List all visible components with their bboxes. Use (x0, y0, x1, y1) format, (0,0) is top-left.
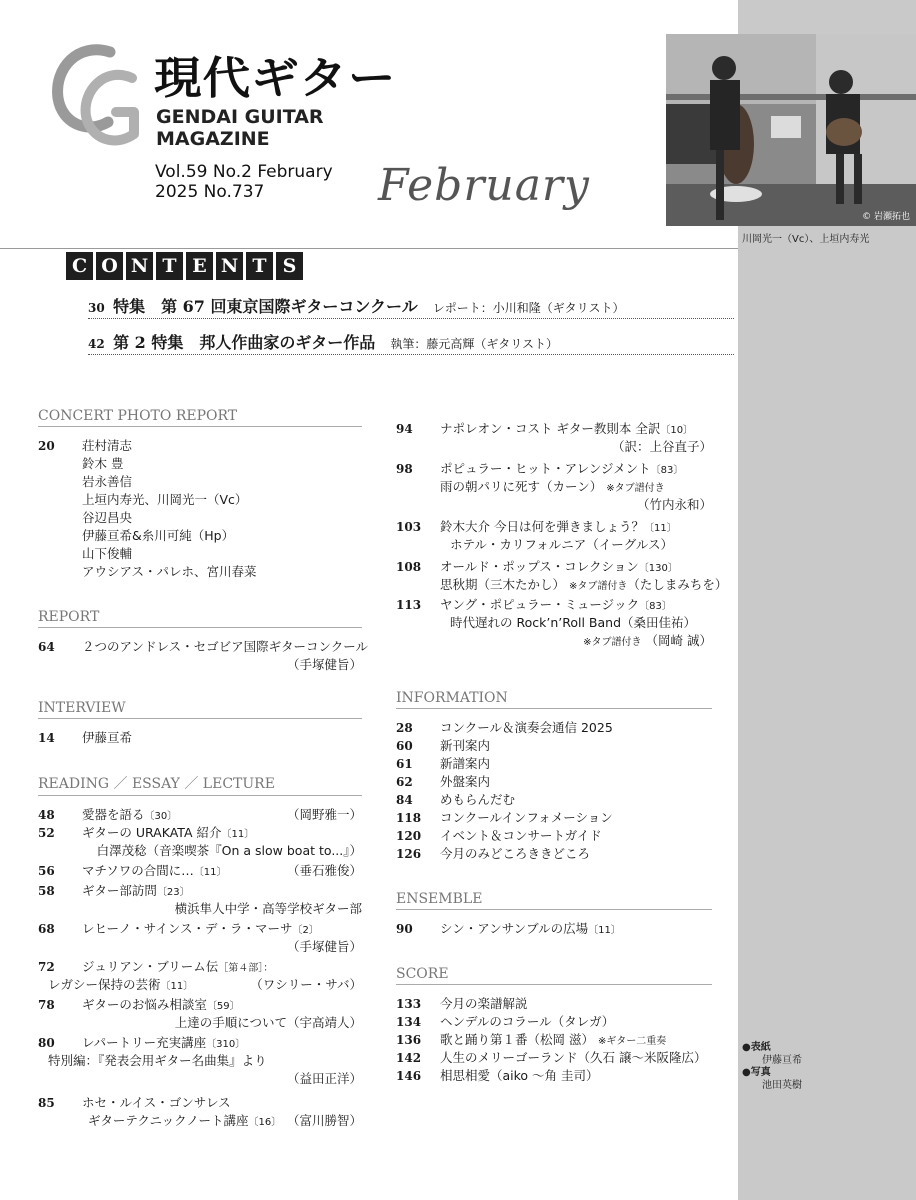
entry-page: 64 (38, 640, 55, 654)
entry-94: 94 ナポレオン・コスト ギター教則本 全訳〔10〕 (396, 421, 694, 436)
cover-label: ●表紙 (742, 1042, 771, 1053)
concert-name: 谷辺昌央 (82, 510, 133, 525)
contents-letter: N (216, 252, 243, 280)
gg-logo (48, 38, 144, 150)
report-title: ２つのアンドレス・セゴビア国際ギターコンクール (82, 639, 369, 654)
entry-68: 68 レヒーノ・サインス・デ・ラ・マーサ〔2〕 (38, 921, 319, 936)
concert-name: アウシアス・パレホ、宮川春菜 (82, 564, 257, 579)
entry-113: 113 ヤング・ポピュラー・ミュージック〔83〕 (396, 597, 672, 612)
report-author: （手塚健旨） (286, 657, 362, 672)
entry-85: 85 ホセ・ルイス・ゴンサレス (38, 1095, 231, 1110)
magazine-title-en-2: MAGAZINE (156, 128, 270, 150)
concert-name: 上垣内寿光、川岡光一（Vc） (82, 492, 248, 507)
entry-page: 20 (38, 439, 55, 453)
info-item: イベント＆コンサートガイド (440, 828, 602, 843)
right-column: 94 ナポレオン・コスト ギター教則本 全訳〔10〕 （訳：上谷直子） 98 ポピュラー・ヒット・アレンジメント〔83〕 雨の朝パリに死す（カーン） ※タブ譜付き （竹内永和） 103 鈴木大介 今日は何を弾きましょう？〔11〕 ホテル・カリフォルニア（イーグルス） 108 オールド・ポップス・コレクション〔130〕 思秋期（三木たかし） ※タブ譜付き （たしまみちを） 113 ヤング・ポピュラー・ミュージック〔83〕 時代遅れの Rock’n’Roll Band（桑田佳祐） ※タブ譜付き （岡崎 誠） INFORMATION 28 コンクール＆演奏会通信 2025 60 新刊案内 61 新譜案内 62 外盤案内 84 めもらんだむ 118 コンクールインフォメーション 120 イベント＆コンサートガイド 126 今月のみどころききどころ ENSEMBLE 90 シン・アンサンブルの広場〔11〕 SCORE 133 今月の楽譜解説 134 ヘンデルのコラール（タレガ） 136 歌と踊り第１番（松岡 滋） ※ギター二重奏 142 人生のメリーゴーランド（久石 譲〜米阪隆広） 146 相思相愛（aiko 〜角 圭司） (396, 421, 728, 1083)
contents-letter: C (66, 252, 93, 280)
score-item: 相思相愛（aiko 〜角 圭司） (440, 1068, 599, 1083)
feature-page: 30 (88, 301, 105, 315)
info-item: 新譜案内 (440, 756, 491, 771)
left-column: CONCERT PHOTO REPORT 20 荘村清志 鈴木 豊 岩永善信 上垣内寿光、川岡光一（Vc） 谷辺昌央 伊藤亘希&糸川可純（Hp） 山下俊輔 アウシアス・パレホ、宮川春菜 REPORT 64 ２つのアンドレス・セゴビア国際ギターコンクール （手塚健旨） INTERVIEW 14 伊藤亘希 READING ／ ESSAY ／ LECTURE 48 愛器を語る〔30〕 （岡野雅一） 52 ギターの URAKATA 紹介〔11〕 白澤茂稔（音楽喫茶『On a slow boat to...』） 56 マチソワの合間に…〔11〕 （垂石雅俊） 58 ギター部訪問〔23〕 横浜隼人中学・高等学校ギター部 68 レヒーノ・サインス・デ・ラ・マーサ〔2〕 （手塚健旨） 72 ジュリアン・ブリーム伝［第４部］： レガシー保持の芸術〔11〕 （ワシリー・サバ） 78 ギターのお悩み相談室〔59〕 上達の手順について（宇高靖人） 80 レパートリー充実講座〔310〕 特別編：『発表会用ギター名曲集』より （益田正洋） 85 ホセ・ルイス・ゴンサレス ギターテクニックノート講座〔16〕 （富川勝智） (38, 408, 369, 1128)
feature-2 (88, 330, 734, 355)
info-item: 今月のみどころききどころ (440, 846, 591, 861)
info-item: めもらんだむ (440, 792, 516, 807)
volume-line-2: 2025 No.737 (155, 182, 265, 202)
musicians-photo-illustration (666, 34, 916, 226)
concert-name: 荘村清志 (82, 438, 133, 453)
cover-photo (666, 34, 916, 226)
entry-48: 48 愛器を語る〔30〕 （岡野雅一） (38, 807, 362, 822)
entry-page: 14 (38, 731, 55, 745)
contents-banner (66, 252, 303, 280)
entry-103: 103 鈴木大介 今日は何を弾きましょう？〔11〕 (396, 519, 677, 534)
contents-letter: S (276, 252, 303, 280)
info-item: 新刊案内 (440, 738, 491, 753)
entry-52: 52 ギターの URAKATA 紹介〔11〕 (38, 825, 255, 840)
score-item: 歌と踊り第１番（松岡 滋） (440, 1032, 594, 1047)
concert-name: 鈴木 豊 (82, 456, 124, 471)
score-item: 今月の楽譜解説 (440, 996, 528, 1011)
cover-name: 伊藤亘希 (762, 1054, 802, 1066)
info-item: 外盤案内 (440, 774, 491, 789)
feature-page: 42 (88, 337, 105, 351)
concert-name: 伊藤亘希&糸川可純（Hp） (82, 528, 235, 543)
info-item: コンクールインフォメーション (440, 810, 613, 825)
section-heading-interview: INTERVIEW (38, 700, 362, 719)
feature-title: 特集 第 67 回東京国際ギターコンクール (113, 297, 418, 316)
section-heading-concert: CONCERT PHOTO REPORT (38, 408, 362, 427)
feature-author: レポート：小川和隆（ギタリスト） (432, 301, 625, 315)
entry-72: 72 ジュリアン・ブリーム伝［第４部］： (38, 959, 274, 974)
score-item: ヘンデルのコラール（タレガ） (440, 1014, 615, 1029)
feature-author: 執筆：藤元高輝（ギタリスト） (390, 337, 558, 351)
ensemble-title: シン・アンサンブルの広場 (440, 921, 589, 936)
contents-letter: T (246, 252, 273, 280)
photo-caption: 川岡光一（Vc）、上垣内寿光 (742, 234, 870, 245)
score-item: 人生のメリーゴーランド（久石 譲〜米阪隆広） (440, 1050, 707, 1065)
photo-name: 池田英樹 (762, 1079, 802, 1091)
photo-label: ●写真 (742, 1067, 771, 1078)
section-heading-ensemble: ENSEMBLE (396, 891, 712, 910)
credits (742, 1042, 802, 1092)
photo-watermark: © 岩瀬拓也 (862, 212, 910, 222)
month-script: February (378, 160, 590, 211)
concert-name: 岩永善信 (82, 474, 133, 489)
entry-80: 80 レパートリー充実講座〔310〕 (38, 1035, 246, 1050)
feature-1 (88, 294, 734, 319)
contents-letter: T (156, 252, 183, 280)
magazine-title-jp: 現代ギター (154, 53, 397, 104)
header-rule (0, 248, 738, 249)
entry-108: 108 オールド・ポップス・コレクション〔130〕 (396, 559, 678, 574)
section-heading-score: SCORE (396, 966, 712, 985)
contents-letter: E (186, 252, 213, 280)
volume-line-1: Vol.59 No.2 February (155, 162, 333, 182)
entry-78: 78 ギターのお悩み相談室〔59〕 (38, 997, 240, 1012)
concert-name: 山下俊輔 (82, 546, 133, 561)
interview-title: 伊藤亘希 (82, 730, 133, 745)
magazine-title-en-1: GENDAI GUITAR (156, 106, 324, 128)
entry-58: 58 ギター部訪問〔23〕 (38, 883, 190, 898)
section-heading-information: INFORMATION (396, 690, 712, 709)
section-heading-report: REPORT (38, 609, 362, 628)
entry-98: 98 ポピュラー・ヒット・アレンジメント〔83〕 (396, 461, 684, 476)
info-item: コンクール＆演奏会通信 2025 (440, 720, 613, 735)
section-heading-reading: READING ／ ESSAY ／ LECTURE (38, 773, 362, 796)
feature-title: 第 2 特集 邦人作曲家のギター作品 (113, 333, 376, 352)
contents-letter: N (126, 252, 153, 280)
contents-letter: O (96, 252, 123, 280)
entry-56: 56 マチソワの合間に…〔11〕 （垂石雅俊） (38, 863, 362, 878)
